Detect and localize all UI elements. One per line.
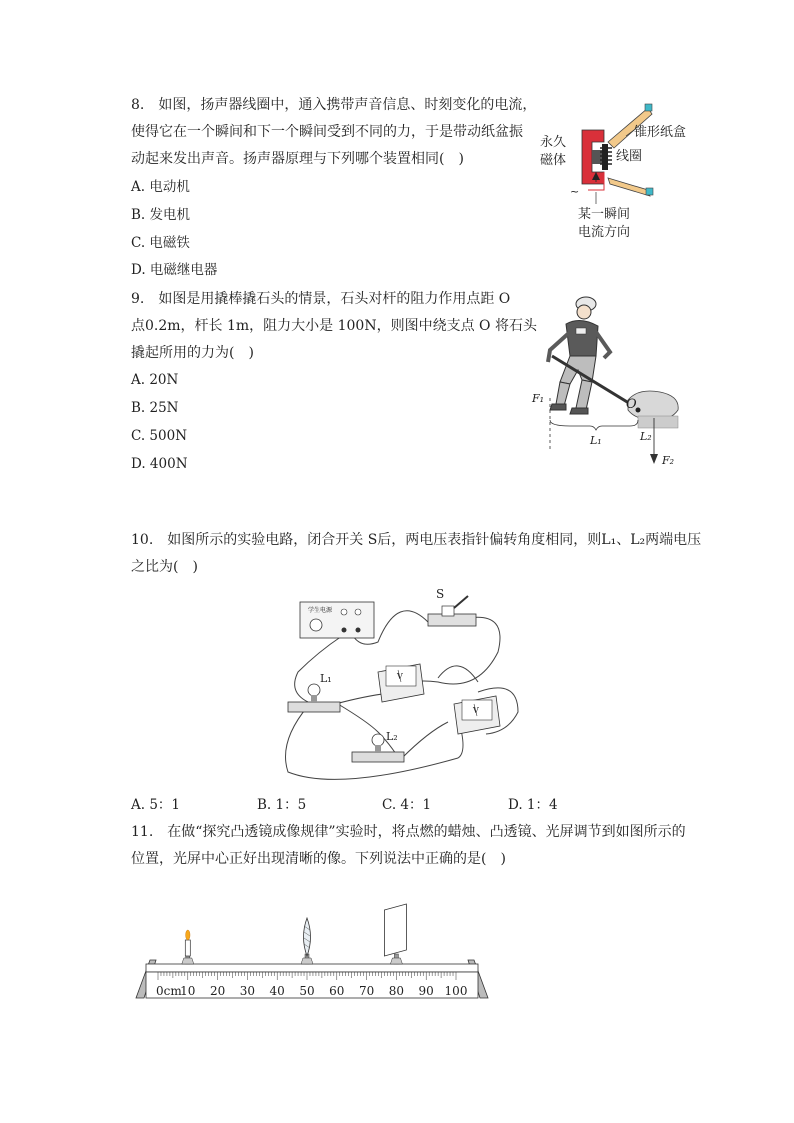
ruler-tick-label: 40 xyxy=(269,984,285,998)
voltmeter-1 xyxy=(378,664,424,702)
lamp-l2-label: L₂ xyxy=(386,730,398,743)
ground-block xyxy=(638,416,678,428)
q9-stem-line-3: 撬起所用的力为( ) xyxy=(131,345,254,361)
q9-stem-line-1: 9. 如图是用撬棒撬石头的情景，石头对杆的阻力作用点距 O xyxy=(131,291,511,307)
power-supply xyxy=(300,602,374,638)
f2-arrowhead-icon xyxy=(650,454,658,464)
circuit-diagram xyxy=(278,582,518,792)
l2-label: L₂ xyxy=(640,430,652,443)
q8-stem-line-3: 动起来发出声音。扬声器原理与下列哪个装置相同( ) xyxy=(131,151,464,167)
ruler-tick-label: 90 xyxy=(418,984,434,998)
q8-option-c[interactable]: C. 电磁铁 xyxy=(131,235,190,251)
q9-option-d[interactable]: D. 400N xyxy=(131,456,188,472)
q8-stem-line-2: 使得它在一个瞬间和下一个瞬间受到不同的力，于是带动纸盆振 xyxy=(131,124,523,140)
power-supply-label: 学生电源 xyxy=(308,607,333,614)
q9-option-c[interactable]: C. 500N xyxy=(131,428,188,444)
ruler-tick-label: 100 xyxy=(444,984,468,998)
ruler-tick-label: 70 xyxy=(358,984,375,998)
switch-label: S xyxy=(436,587,445,601)
ruler-tick-label: 80 xyxy=(388,984,405,998)
q10-option-c[interactable]: C. 4：1 xyxy=(382,797,432,813)
f1-label: F₁ xyxy=(532,392,545,405)
q10-stem-line-2: 之比为( ) xyxy=(131,559,198,575)
f2-label: F₂ xyxy=(662,454,675,467)
q9-option-a[interactable]: A. 20N xyxy=(131,372,179,388)
convex-lens[interactable] xyxy=(301,918,313,964)
ruler-tick-label: 20 xyxy=(209,984,226,998)
candle[interactable] xyxy=(182,930,194,964)
q9-stem-line-2: 点0.2m，杆长 1m，阻力大小是 100N，则图中绕支点 O 将石头 xyxy=(131,318,537,334)
voltmeter-2 xyxy=(454,696,500,734)
ruler-tick-label: 0cm xyxy=(156,984,182,998)
o-label: O xyxy=(626,397,637,412)
q8-option-d[interactable]: D. 电磁继电器 xyxy=(131,262,218,278)
cone-label: 锥形纸盒 xyxy=(634,125,687,140)
l1-label: L₁ xyxy=(590,434,602,447)
lamp-l2 xyxy=(352,730,404,762)
ruler-tick-label: 10 xyxy=(180,984,196,998)
current-label-1: 某一瞬间 xyxy=(578,207,631,222)
svg-text:V: V xyxy=(473,706,479,715)
q10-option-b[interactable]: B. 1：5 xyxy=(257,797,307,813)
switch-s[interactable] xyxy=(428,587,476,626)
magnet-label-2: 磁体 xyxy=(540,153,567,168)
q11-stem-line-1: 11. 在做“探究凸透镜成像规律”实验时，将点燃的蜡烛、凸透镜、光屏调节到如图所示的 xyxy=(131,824,686,840)
ruler-tick-label: 50 xyxy=(299,984,315,998)
q10-option-a[interactable]: A. 5：1 xyxy=(131,797,181,813)
svg-text:V: V xyxy=(397,672,403,681)
q9-option-b[interactable]: B. 25N xyxy=(131,400,179,416)
current-label-2: 电流方向 xyxy=(578,225,631,240)
ruler-tick-label: 60 xyxy=(329,984,345,998)
magnet-label-1: 永久 xyxy=(540,135,567,150)
speaker-diagram xyxy=(530,100,700,245)
l1-brace xyxy=(550,420,638,430)
q11-stem-line-2: 位置，光屏中心正好出现清晰的像。下列说法中正确的是( ) xyxy=(131,851,506,867)
coil-label: 线圈 xyxy=(616,149,643,164)
q8-option-b[interactable]: B. 发电机 xyxy=(131,207,191,223)
rail xyxy=(146,964,478,972)
lamp-l1-label: L₁ xyxy=(320,672,332,685)
q8-stem-line-1: 8. 如图，扬声器线圈中，通入携带声音信息、时刻变化的电流， xyxy=(131,97,537,113)
optical-bench xyxy=(134,898,490,1002)
ruler-tick-label: 30 xyxy=(239,984,256,998)
crowbar-diagram xyxy=(530,292,700,472)
q10-option-d[interactable]: D. 1：4 xyxy=(508,797,558,813)
ac-symbol: ~ xyxy=(570,185,580,198)
permanent-magnet xyxy=(582,130,604,184)
worker-figure xyxy=(548,297,610,414)
q10-stem-line-1: 10. 如图所示的实验电路，闭合开关 S后，两电压表指针偏转角度相同，则L₁、L₂两端电压 xyxy=(131,532,702,548)
light-screen[interactable] xyxy=(384,904,406,964)
q8-option-a[interactable]: A. 电动机 xyxy=(131,179,190,195)
